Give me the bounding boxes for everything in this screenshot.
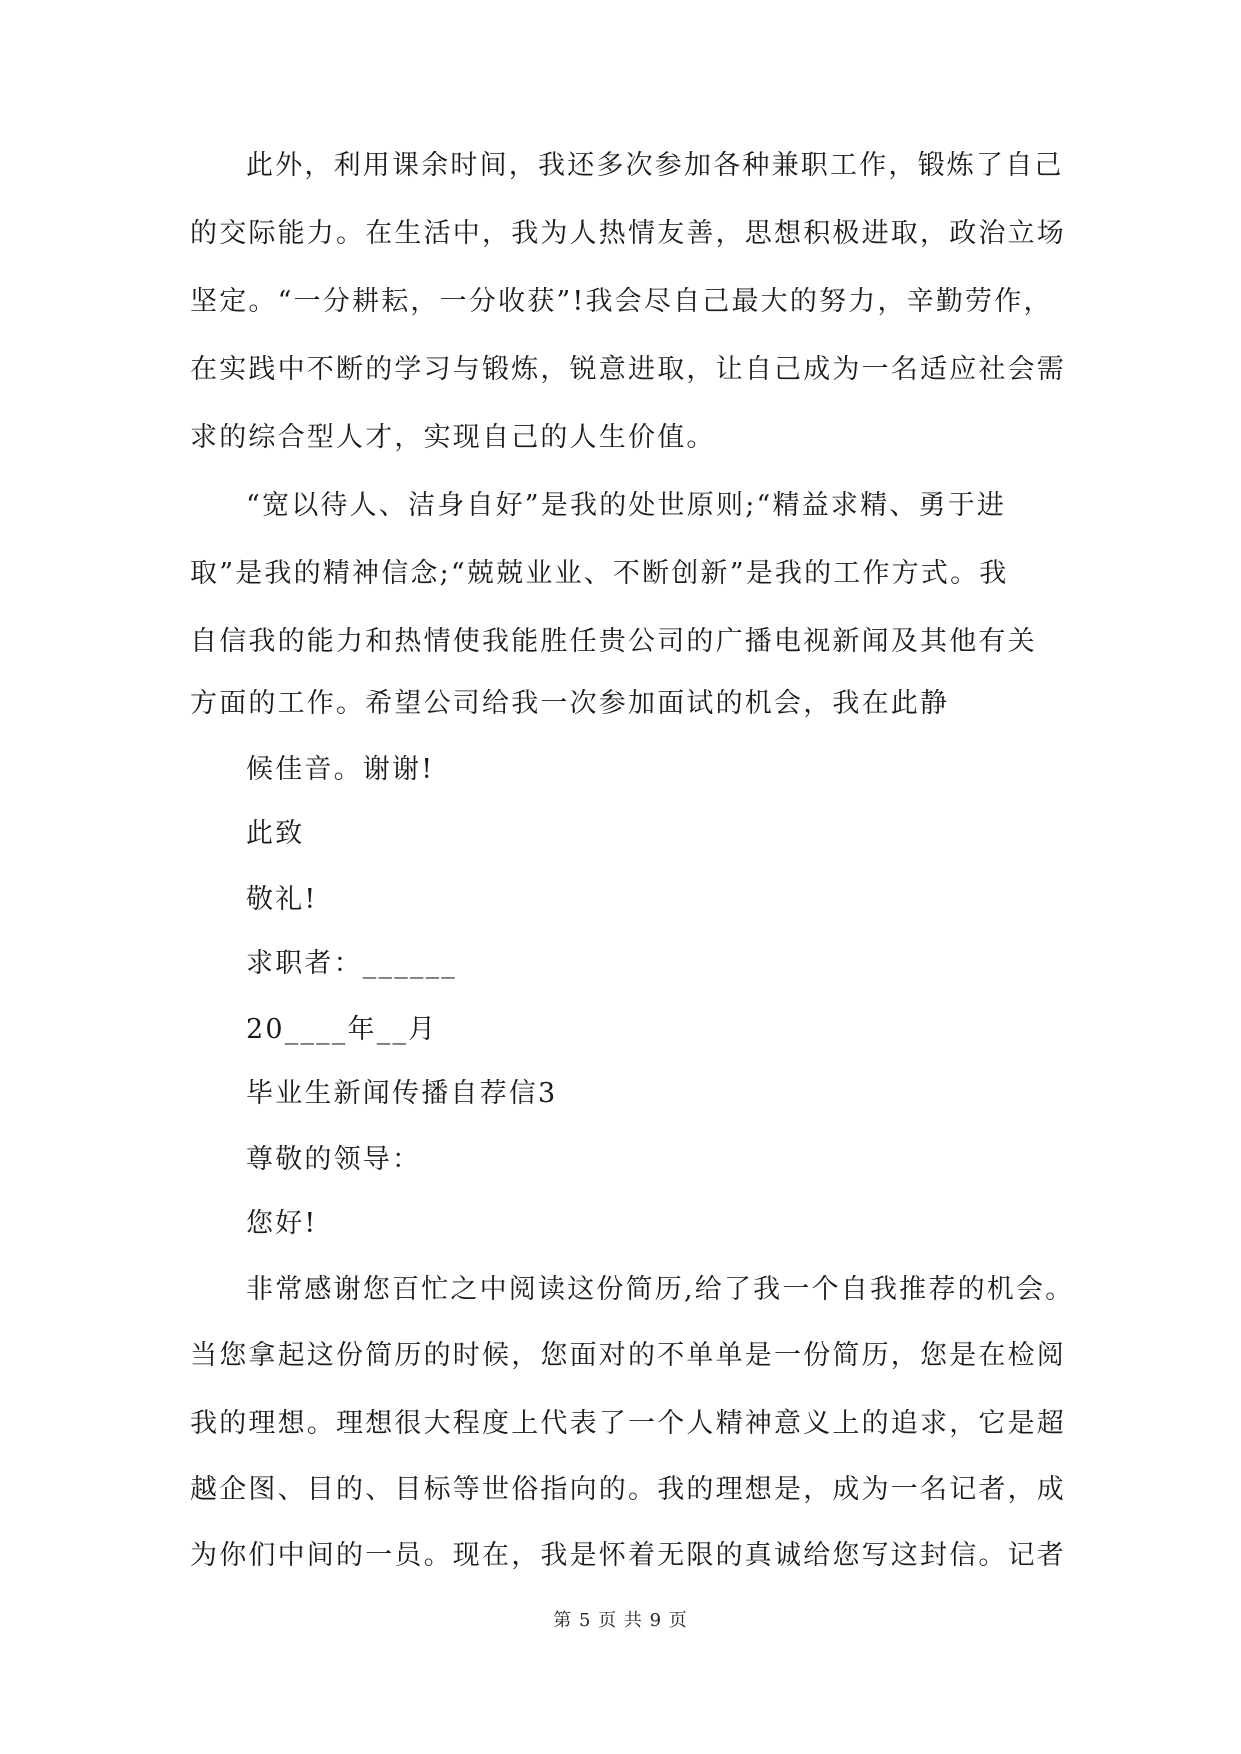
page-number-footer: 第 5 页 共 9 页 <box>553 1610 688 1631</box>
paragraph-3-line-1: 非常感谢您百忙之中阅读这份简历,给了我一个自我推荐的机会。 <box>246 1274 1075 1305</box>
paragraph-1-line-5: 求的综合型人才，实现自己的人生价值。 <box>190 422 716 453</box>
paragraph-2-line-2: 取”是我的精神信念;“兢兢业业、不断创新”是我的工作方式。我 <box>190 558 1009 589</box>
closing-wait-line: 候佳音。谢谢! <box>246 754 435 785</box>
paragraph-3-line-5: 为你们中间的一员。现在，我是怀着无限的真诚给您写这封信。记者 <box>190 1540 1066 1571</box>
paragraph-2-line-4: 方面的工作。希望公司给我一次参加面试的机会，我在此静 <box>190 688 950 719</box>
closing-line-2: 敬礼! <box>246 884 318 915</box>
paragraph-1-line-3: 坚定。“一分耕耘，一分收获”!我会尽自己最大的努力，辛勤劳作， <box>190 286 1053 317</box>
greeting-to: 尊敬的领导： <box>246 1144 422 1175</box>
section-title: 毕业生新闻传播自荐信3 <box>246 1078 558 1109</box>
applicant-line: 求职者：______ <box>246 948 457 979</box>
closing-line-1: 此致 <box>246 818 305 849</box>
greeting: 您好! <box>246 1208 318 1239</box>
paragraph-3-line-2: 当您拿起这份简历的时候，您面对的不单单是一份简历，您是在检阅 <box>190 1340 1066 1371</box>
paragraph-1-line-2: 的交际能力。在生活中，我为人热情友善，思想积极进取，政治立场 <box>190 218 1066 249</box>
paragraph-3-line-3: 我的理想。理想很大程度上代表了一个人精神意义上的追求，它是超 <box>190 1408 1066 1439</box>
paragraph-2-line-3: 自信我的能力和热情使我能胜任贵公司的广播电视新闻及其他有关 <box>190 626 1037 657</box>
paragraph-1-line-1: 此外，利用课余时间，我还多次参加各种兼职工作，锻炼了自己 <box>246 150 1064 181</box>
paragraph-1-line-4: 在实践中不断的学习与锻炼，锐意进取，让自己成为一名适应社会需 <box>190 354 1066 385</box>
paragraph-2-line-1: “宽以待人、洁身自好”是我的处世原则;“精益求精、勇于进 <box>246 490 1007 521</box>
date-line: 20____年__月 <box>246 1014 438 1045</box>
paragraph-3-line-4: 越企图、目的、目标等世俗指向的。我的理想是，成为一名记者，成 <box>190 1474 1066 1505</box>
